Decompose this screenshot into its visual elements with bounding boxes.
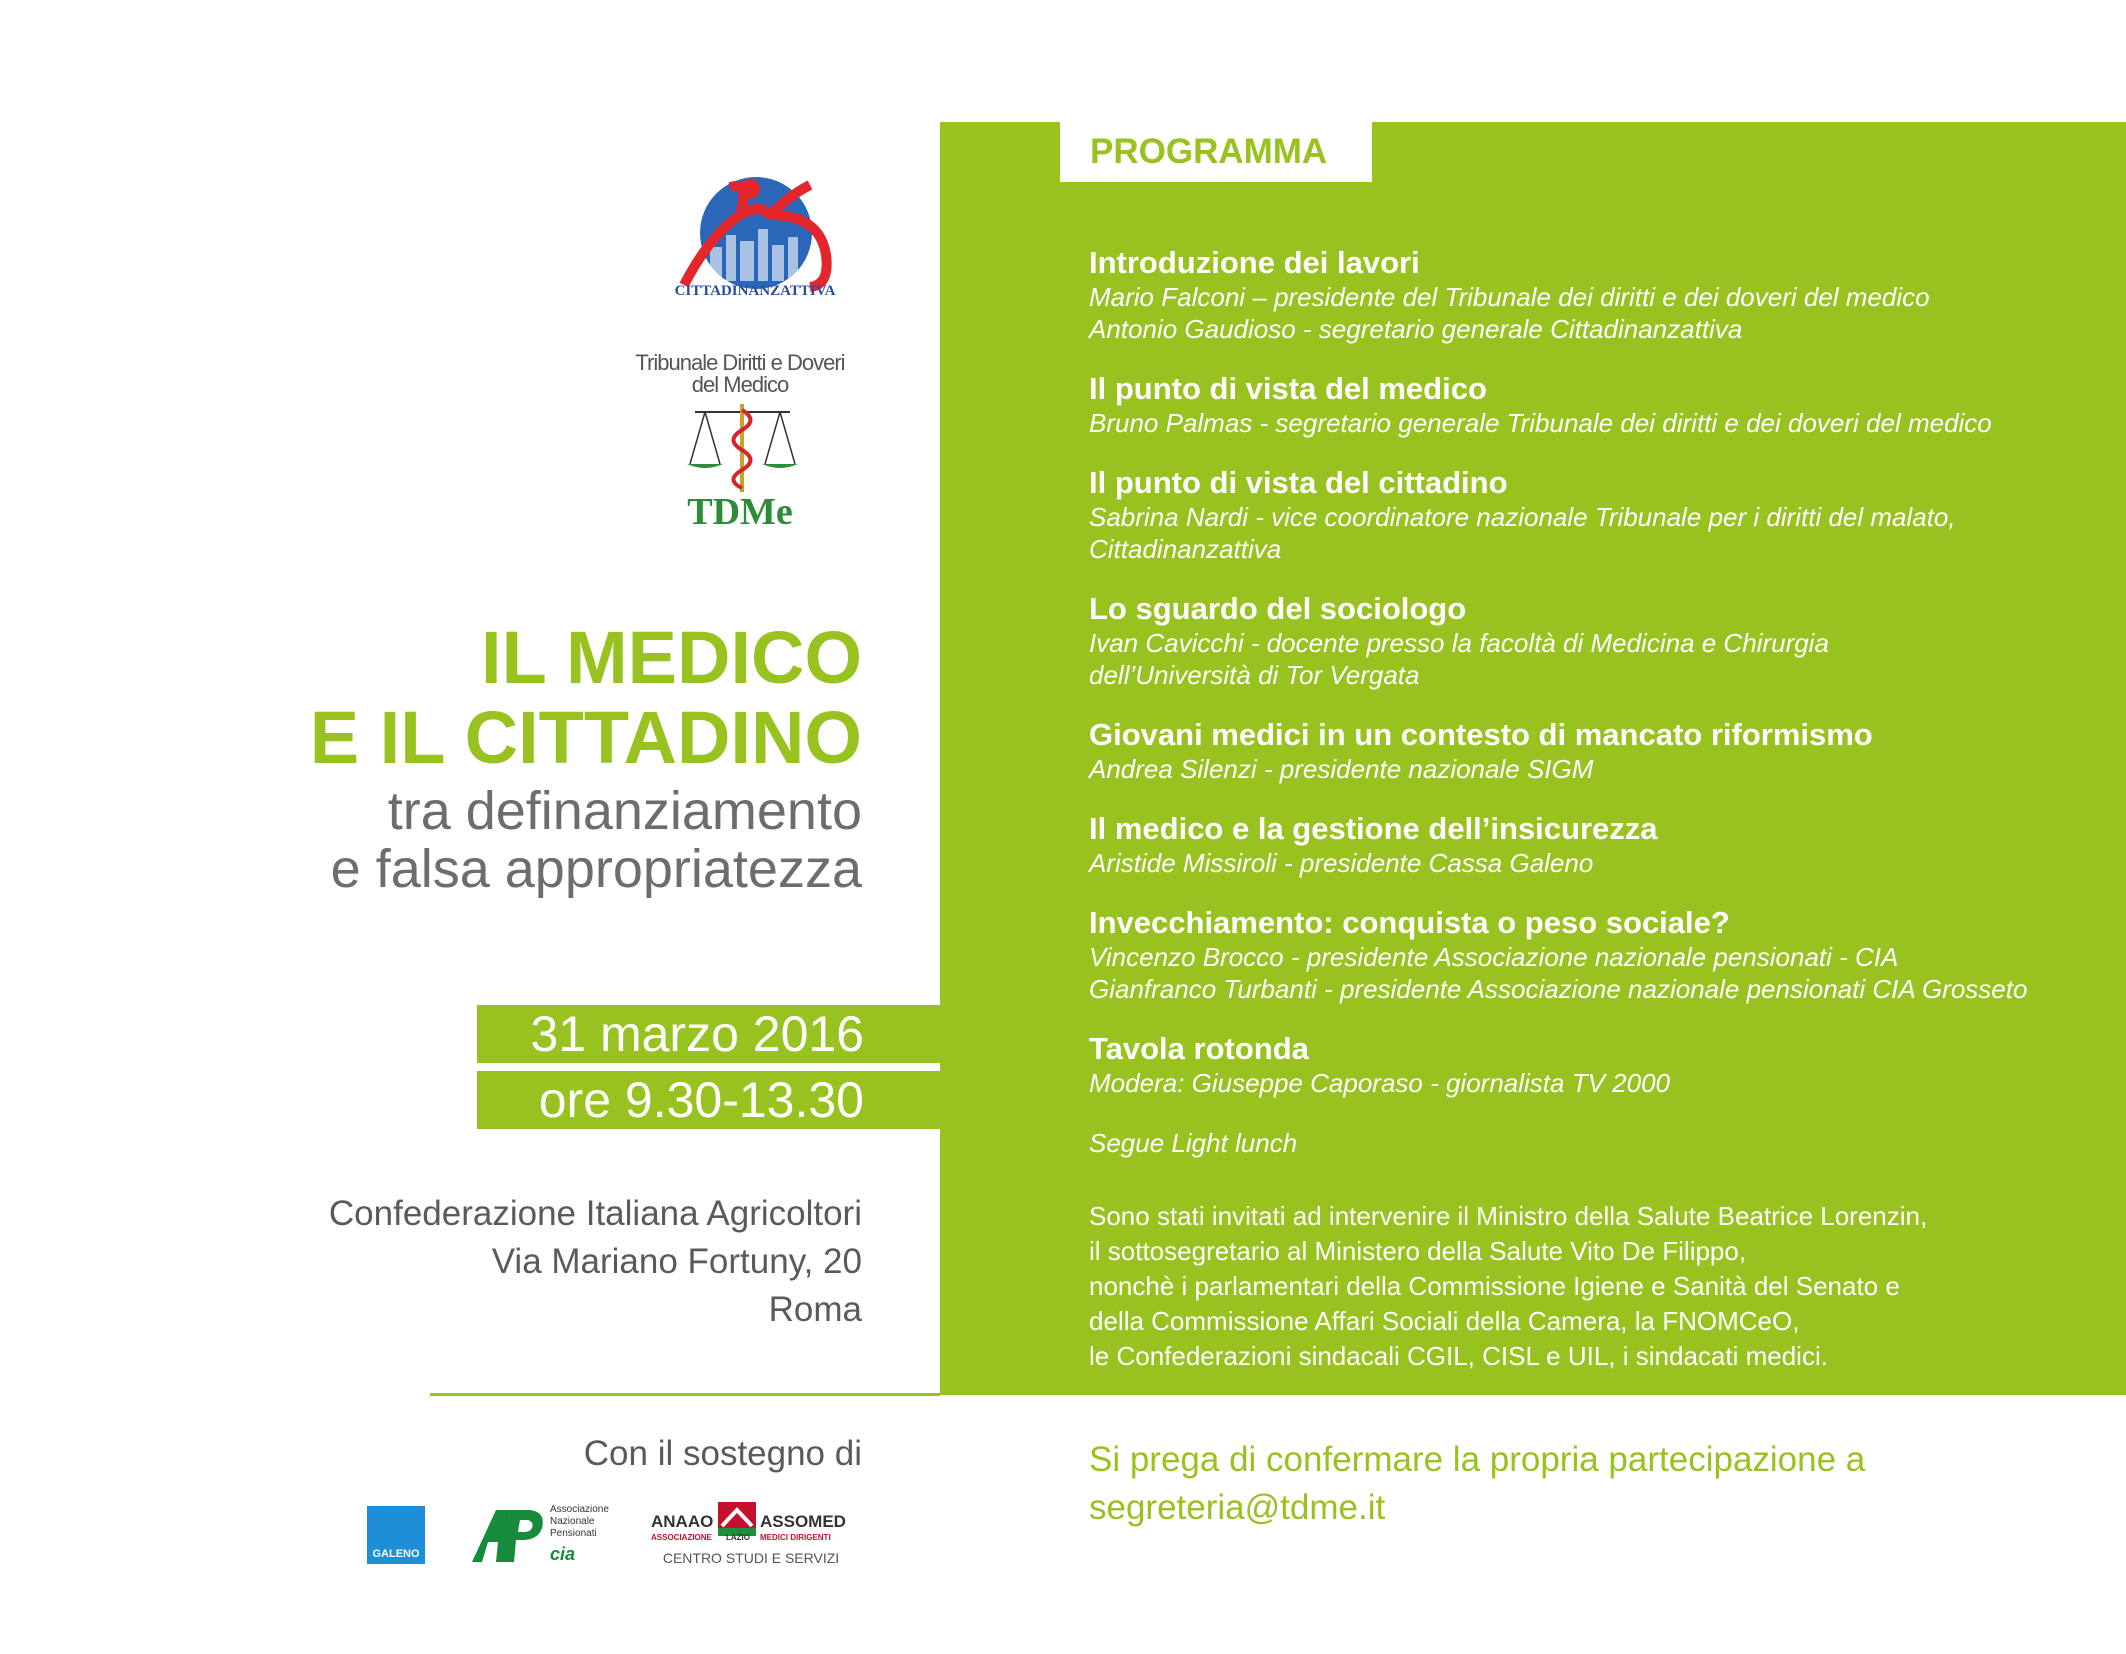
anp-cia-logo [470,1502,620,1568]
program-speaker: Bruno Palmas - segretario generale Tribunale dei diritti e dei doveri del medico [1089,408,1992,438]
galeno-wordmark: GALENO [372,1548,420,1560]
program-item-title: Introduzione dei lavori [1089,245,1420,280]
title-line-2: E IL CITTADINO [309,696,862,779]
invited-note-line: il sottosegretario al Ministero della Salute Vito De Filippo, [1089,1236,1747,1266]
program-item [1089,905,2109,1005]
subtitle-line-1: tra definanziamento [387,781,862,841]
anp-text-3: Pensionati [550,1528,597,1539]
scales-caduceus-icon [685,400,800,492]
invited-note-line: della Commissione Affari Sociali della Camera, la FNOMCeO, [1089,1306,1800,1336]
tdme-name-line2: del Medico [691,372,789,397]
subtitle-line-2: e falsa appropriatezza [330,839,862,899]
program-item-title: Giovani medici in un contesto di mancato riformismo [1089,717,1873,752]
anaao-sub-left: ASSOCIAZIONE [651,1533,712,1542]
program-item [1089,245,2109,345]
event-title [310,618,862,778]
program-item [1089,1031,2109,1099]
program-speaker: dell’Università di Tor Vergata [1089,660,1420,690]
anp-text-2: Nazionale [550,1516,595,1527]
program-speaker: Andrea Silenzi - presidente nazionale SIGM [1089,754,1594,784]
tdme-name-line1: Tribunale Diritti e Doveri [635,350,845,375]
rsvp-email-link[interactable]: segreteria@tdme.it [1089,1488,1386,1527]
invited-note-line: Sono stati invitati ad intervenire il Ministro della Salute Beatrice Lorenzin, [1089,1201,1928,1231]
program-speaker: Modera: Giuseppe Caporaso - giornalista TV 2000 [1089,1068,1670,1098]
program-speaker: Cittadinanzattiva [1089,534,1282,564]
event-time: ore 9.30-13.30 [477,1071,940,1129]
event-subtitle [331,782,862,898]
invited-note [1089,1199,2109,1374]
lunch-note: Segue Light lunch [1089,1128,1298,1158]
program-speaker: Gianfranco Turbanti - presidente Associazione nazionale pensionati CIA Grosseto [1089,974,2028,1004]
invited-note-line: nonchè i parlamentari della Commissione Igiene e Sanità del Senato e [1089,1271,1900,1301]
divider [430,1393,940,1396]
anaao-assomed-logo [636,1500,866,1570]
programma-label: PROGRAMMA [1060,122,1372,182]
program-item [1089,371,2109,439]
program-item [1089,591,2109,691]
program-speaker: Mario Falconi – presidente del Tribunale dei diritti e dei doveri del medico [1089,282,1930,312]
title-line-1: IL MEDICO [481,616,862,699]
program-speaker: Antonio Gaudioso - segretario generale Cittadinanzattiva [1089,314,1743,344]
program-speaker: Ivan Cavicchi - docente presso la facoltà di Medicina e Chirurgia [1089,628,1829,658]
anaao-right-word: ASSOMED [760,1512,846,1531]
program-item [1089,717,2109,785]
anaao-sub-mid: LAZIO [726,1533,750,1542]
program-item-title: Il punto di vista del cittadino [1089,465,1508,500]
cittadinanzattiva-wordmark: CITTADINANZATTIVA [674,283,836,299]
invited-note-line: le Confederazioni sindacali CGIL, CISL e UIL, i sindacati medici. [1089,1341,1828,1371]
rsvp-text: Si prega di confermare la propria partecipazione a [1089,1440,1866,1479]
event-venue [329,1190,862,1334]
program-list [1089,245,2109,1374]
anaao-left-word: ANAAO [651,1512,714,1531]
program-item-title: Il punto di vista del medico [1089,371,1487,406]
anaao-house-icon [718,1502,756,1536]
program-speaker: Aristide Missiroli - presidente Cassa Galeno [1089,848,1594,878]
anaao-sub-right: MEDICI DIRIGENTI [760,1533,831,1542]
program-item-title: Tavola rotonda [1089,1031,1309,1066]
venue-line-2: Via Mariano Fortuny, 20 [491,1242,862,1281]
rsvp [1089,1436,1865,1532]
program-speaker: Vincenzo Brocco - presidente Associazione nazionale pensionati - CIA [1089,942,1899,972]
tdme-abbr: TDMe [687,491,793,533]
cia-wordmark: cia [550,1544,576,1564]
program-item [1089,811,2109,879]
anaao-centro-studi: CENTRO STUDI E SERVIZI [662,1550,840,1566]
panel-top-band [940,0,2126,122]
anp-text-1: Associazione [550,1504,609,1515]
galeno-logo [367,1506,425,1564]
event-date: 31 marzo 2016 [477,1005,940,1063]
venue-line-1: Confederazione Italiana Agricoltori [328,1194,862,1233]
support-label: Con il sostegno di [583,1434,862,1473]
cittadinanzattiva-logo [670,175,840,305]
program-item [1089,465,2109,565]
anp-emblem-icon [470,1502,550,1568]
venue-line-3: Roma [768,1290,862,1329]
program-speaker: Sabrina Nardi - vice coordinatore nazionale Tribunale per i diritti del malato, [1089,502,1956,532]
program-item-title: Il medico e la gestione dell’insicurezza [1089,811,1658,846]
program-item-title: Lo sguardo del sociologo [1089,591,1467,626]
tdme-logo [625,350,855,540]
program-item-title: Invecchiamento: conquista o peso sociale? [1089,905,1730,940]
